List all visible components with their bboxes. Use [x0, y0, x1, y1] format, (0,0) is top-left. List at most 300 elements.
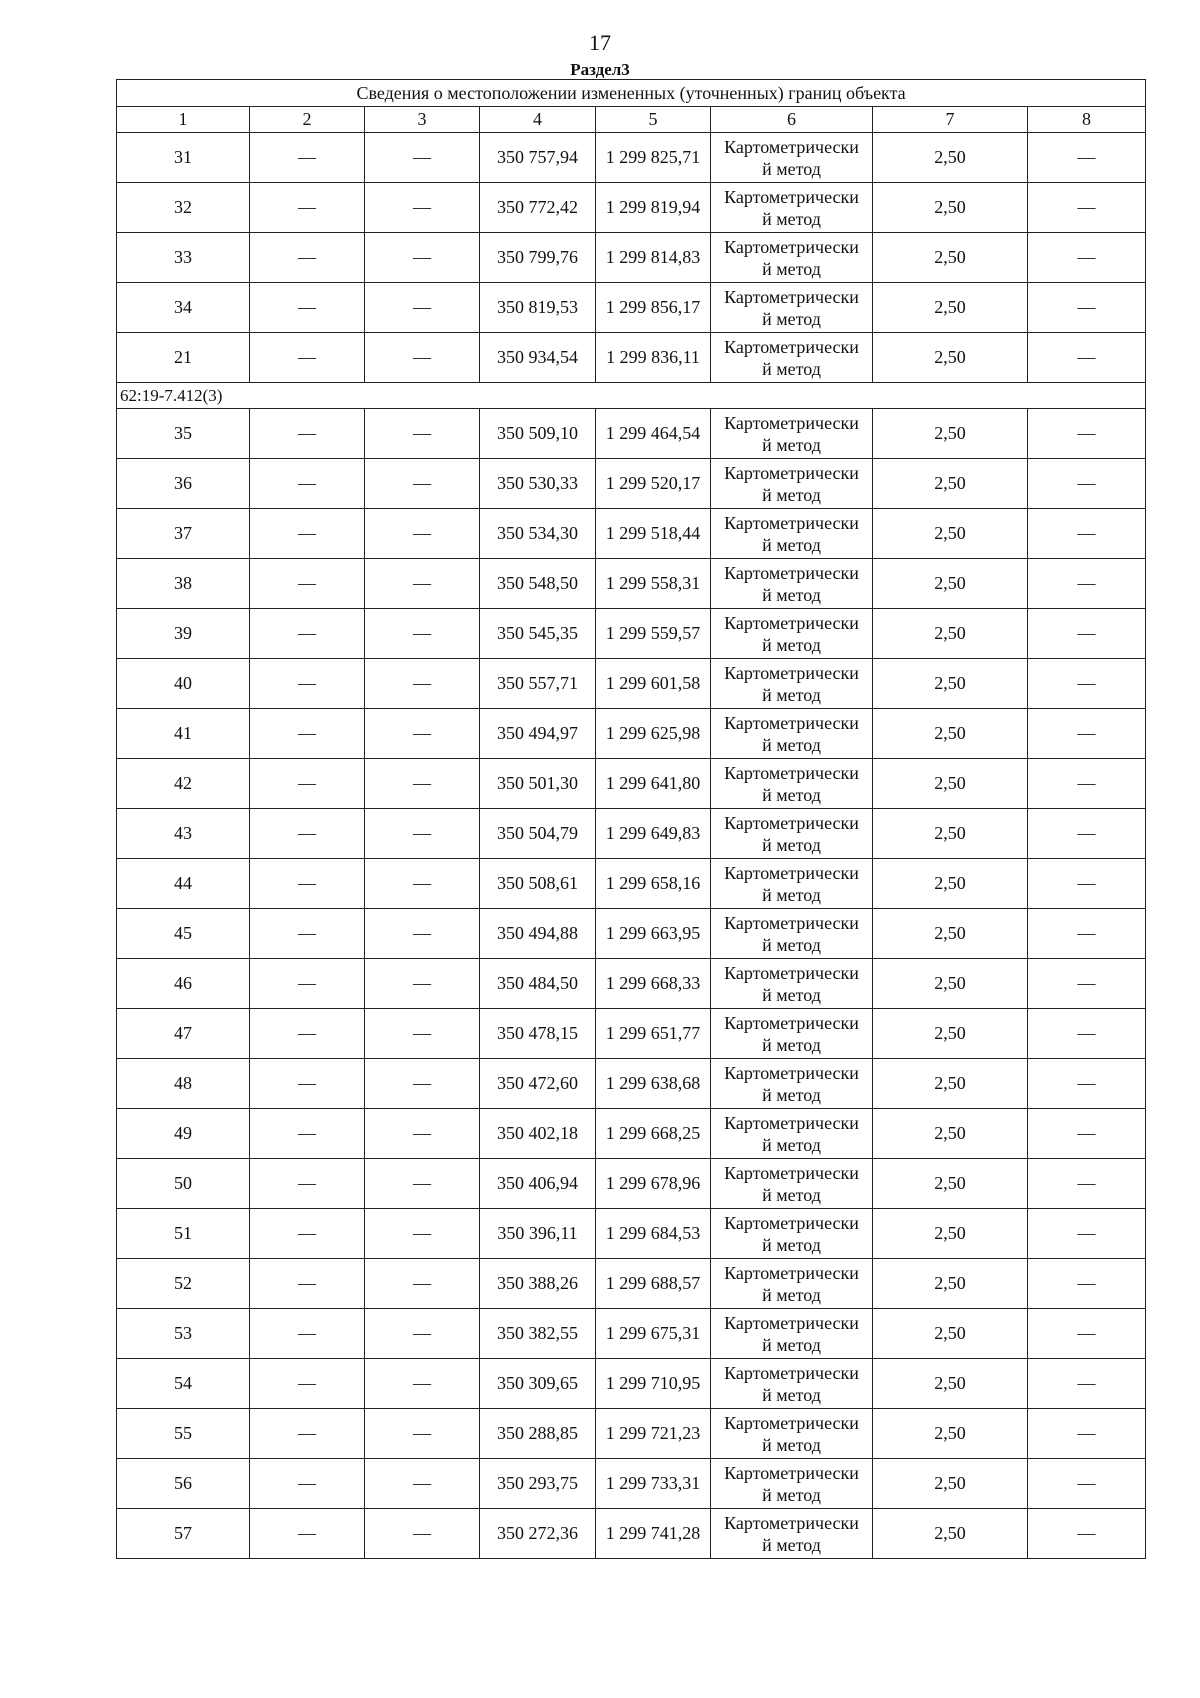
old-x-cell: —: [250, 409, 365, 459]
y-coordinate-cell: 1 299 710,95: [596, 1359, 711, 1409]
method-line: й метод: [762, 358, 821, 379]
old-x-cell: —: [250, 183, 365, 233]
old-y-cell: —: [365, 283, 480, 333]
method-cell: [711, 1209, 873, 1259]
point-number-cell: 52: [117, 1259, 250, 1309]
method-line: й метод: [762, 534, 821, 555]
x-coordinate-cell: 350 530,33: [480, 459, 596, 509]
y-coordinate-cell: 1 299 668,33: [596, 959, 711, 1009]
accuracy-cell: 2,50: [873, 1309, 1028, 1359]
table-row: [117, 1409, 1146, 1459]
old-x-cell: —: [250, 1459, 365, 1509]
column-number: 5: [596, 107, 711, 133]
description-cell: —: [1028, 1109, 1146, 1159]
description-cell: —: [1028, 1309, 1146, 1359]
method-line: Картометрически: [724, 1512, 859, 1533]
x-coordinate-cell: 350 293,75: [480, 1459, 596, 1509]
method-line: Картометрически: [724, 662, 859, 683]
method-line: й метод: [762, 208, 821, 229]
section-title: Раздел3: [570, 60, 630, 79]
y-coordinate-cell: 1 299 836,11: [596, 333, 711, 383]
method-line: Картометрически: [724, 336, 859, 357]
old-x-cell: —: [250, 909, 365, 959]
method-line: й метод: [762, 734, 821, 755]
method-line: Картометрически: [724, 1262, 859, 1283]
accuracy-cell: 2,50: [873, 233, 1028, 283]
table-row: [117, 1009, 1146, 1059]
method-cell: [711, 1159, 873, 1209]
point-number-cell: 21: [117, 333, 250, 383]
accuracy-cell: 2,50: [873, 909, 1028, 959]
point-number-cell: 55: [117, 1409, 250, 1459]
method-line: Картометрически: [724, 412, 859, 433]
description-cell: —: [1028, 909, 1146, 959]
method-line: й метод: [762, 884, 821, 905]
old-x-cell: —: [250, 1109, 365, 1159]
method-cell: [711, 409, 873, 459]
method-line: Картометрически: [724, 912, 859, 933]
table-row: [117, 559, 1146, 609]
point-number-cell: 32: [117, 183, 250, 233]
accuracy-cell: 2,50: [873, 333, 1028, 383]
point-number-cell: 38: [117, 559, 250, 609]
method-line: Картометрически: [724, 1462, 859, 1483]
old-x-cell: —: [250, 133, 365, 183]
table-row: [117, 709, 1146, 759]
method-cell: [711, 1009, 873, 1059]
method-line: Картометрически: [724, 562, 859, 583]
point-number-cell: 57: [117, 1509, 250, 1559]
method-line: й метод: [762, 484, 821, 505]
table-row: [117, 333, 1146, 383]
method-line: Картометрически: [724, 286, 859, 307]
description-cell: —: [1028, 1009, 1146, 1059]
description-cell: —: [1028, 759, 1146, 809]
x-coordinate-cell: 350 772,42: [480, 183, 596, 233]
method-line: й метод: [762, 934, 821, 955]
accuracy-cell: 2,50: [873, 859, 1028, 909]
point-number-cell: 43: [117, 809, 250, 859]
table-row: [117, 609, 1146, 659]
old-y-cell: —: [365, 1209, 480, 1259]
description-cell: —: [1028, 409, 1146, 459]
description-cell: —: [1028, 709, 1146, 759]
old-x-cell: —: [250, 609, 365, 659]
old-y-cell: —: [365, 759, 480, 809]
accuracy-cell: 2,50: [873, 1359, 1028, 1409]
accuracy-cell: 2,50: [873, 1509, 1028, 1559]
point-number-cell: 31: [117, 133, 250, 183]
table-row: [117, 759, 1146, 809]
point-number-cell: 46: [117, 959, 250, 1009]
accuracy-cell: 2,50: [873, 1409, 1028, 1459]
old-y-cell: —: [365, 659, 480, 709]
x-coordinate-cell: 350 534,30: [480, 509, 596, 559]
method-line: й метод: [762, 158, 821, 179]
old-x-cell: —: [250, 859, 365, 909]
description-cell: —: [1028, 559, 1146, 609]
description-cell: —: [1028, 859, 1146, 909]
x-coordinate-cell: 350 819,53: [480, 283, 596, 333]
table-row: [117, 859, 1146, 909]
old-y-cell: —: [365, 909, 480, 959]
point-number-cell: 50: [117, 1159, 250, 1209]
accuracy-cell: 2,50: [873, 1109, 1028, 1159]
accuracy-cell: 2,50: [873, 709, 1028, 759]
point-number-cell: 39: [117, 609, 250, 659]
y-coordinate-cell: 1 299 641,80: [596, 759, 711, 809]
table-row: [117, 1109, 1146, 1159]
method-line: й метод: [762, 1334, 821, 1355]
x-coordinate-cell: 350 799,76: [480, 233, 596, 283]
old-x-cell: —: [250, 759, 365, 809]
description-cell: —: [1028, 1159, 1146, 1209]
column-number-row: [117, 107, 1146, 133]
description-cell: —: [1028, 659, 1146, 709]
column-number: 7: [873, 107, 1028, 133]
y-coordinate-cell: 1 299 721,23: [596, 1409, 711, 1459]
old-y-cell: —: [365, 183, 480, 233]
old-y-cell: —: [365, 1009, 480, 1059]
point-number-cell: 49: [117, 1109, 250, 1159]
method-cell: [711, 1059, 873, 1109]
method-line: й метод: [762, 1384, 821, 1405]
y-coordinate-cell: 1 299 658,16: [596, 859, 711, 909]
description-cell: —: [1028, 809, 1146, 859]
method-cell: [711, 709, 873, 759]
old-x-cell: —: [250, 1409, 365, 1459]
point-number-cell: 34: [117, 283, 250, 333]
old-y-cell: —: [365, 1259, 480, 1309]
method-line: Картометрически: [724, 612, 859, 633]
accuracy-cell: 2,50: [873, 809, 1028, 859]
table-body: [117, 133, 1146, 1559]
table-row: [117, 133, 1146, 183]
page-number: 17: [589, 30, 611, 55]
x-coordinate-cell: 350 382,55: [480, 1309, 596, 1359]
method-line: й метод: [762, 1284, 821, 1305]
accuracy-cell: 2,50: [873, 1159, 1028, 1209]
accuracy-cell: 2,50: [873, 1259, 1028, 1309]
x-coordinate-cell: 350 545,35: [480, 609, 596, 659]
method-line: Картометрически: [724, 186, 859, 207]
table-row: [117, 1259, 1146, 1309]
y-coordinate-cell: 1 299 651,77: [596, 1009, 711, 1059]
table-row: [117, 809, 1146, 859]
old-x-cell: —: [250, 333, 365, 383]
y-coordinate-cell: 1 299 741,28: [596, 1509, 711, 1559]
method-cell: [711, 183, 873, 233]
y-coordinate-cell: 1 299 464,54: [596, 409, 711, 459]
table-row: [117, 283, 1146, 333]
old-y-cell: —: [365, 1309, 480, 1359]
method-line: й метод: [762, 1084, 821, 1105]
table-row: [117, 1309, 1146, 1359]
x-coordinate-cell: 350 288,85: [480, 1409, 596, 1459]
x-coordinate-cell: 350 557,71: [480, 659, 596, 709]
method-cell: [711, 1259, 873, 1309]
method-cell: [711, 609, 873, 659]
old-y-cell: —: [365, 859, 480, 909]
point-number-cell: 40: [117, 659, 250, 709]
method-cell: [711, 459, 873, 509]
description-cell: —: [1028, 233, 1146, 283]
x-coordinate-cell: 350 494,97: [480, 709, 596, 759]
method-line: й метод: [762, 684, 821, 705]
column-number: 6: [711, 107, 873, 133]
table-caption: Сведения о местоположении измененных (уточненных) границ объекта: [117, 80, 1146, 107]
method-cell: [711, 233, 873, 283]
method-cell: [711, 133, 873, 183]
method-line: Картометрически: [724, 1162, 859, 1183]
description-cell: —: [1028, 283, 1146, 333]
method-cell: [711, 859, 873, 909]
method-cell: [711, 1409, 873, 1459]
x-coordinate-cell: 350 934,54: [480, 333, 596, 383]
point-number-cell: 51: [117, 1209, 250, 1259]
old-y-cell: —: [365, 133, 480, 183]
table-row: [117, 659, 1146, 709]
x-coordinate-cell: 350 548,50: [480, 559, 596, 609]
description-cell: —: [1028, 1459, 1146, 1509]
method-cell: [711, 909, 873, 959]
old-x-cell: —: [250, 1509, 365, 1559]
method-line: Картометрически: [724, 512, 859, 533]
point-number-cell: 44: [117, 859, 250, 909]
old-x-cell: —: [250, 1059, 365, 1109]
method-line: Картометрически: [724, 1312, 859, 1333]
x-coordinate-cell: 350 396,11: [480, 1209, 596, 1259]
method-line: Картометрически: [724, 712, 859, 733]
method-cell: [711, 659, 873, 709]
table-row: [117, 1459, 1146, 1509]
old-y-cell: —: [365, 1509, 480, 1559]
y-coordinate-cell: 1 299 819,94: [596, 183, 711, 233]
accuracy-cell: 2,50: [873, 1209, 1028, 1259]
point-number-cell: 47: [117, 1009, 250, 1059]
table-row: [117, 409, 1146, 459]
method-line: й метод: [762, 1434, 821, 1455]
x-coordinate-cell: 350 472,60: [480, 1059, 596, 1109]
accuracy-cell: 2,50: [873, 609, 1028, 659]
accuracy-cell: 2,50: [873, 959, 1028, 1009]
old-x-cell: —: [250, 459, 365, 509]
x-coordinate-cell: 350 504,79: [480, 809, 596, 859]
x-coordinate-cell: 350 406,94: [480, 1159, 596, 1209]
accuracy-cell: 2,50: [873, 183, 1028, 233]
old-x-cell: —: [250, 709, 365, 759]
table-row: [117, 509, 1146, 559]
y-coordinate-cell: 1 299 733,31: [596, 1459, 711, 1509]
old-x-cell: —: [250, 559, 365, 609]
method-cell: [711, 1309, 873, 1359]
method-line: Картометрически: [724, 1412, 859, 1433]
description-cell: —: [1028, 1359, 1146, 1409]
description-cell: —: [1028, 1509, 1146, 1559]
y-coordinate-cell: 1 299 678,96: [596, 1159, 711, 1209]
method-line: Картометрически: [724, 1212, 859, 1233]
method-line: й метод: [762, 1534, 821, 1555]
method-cell: [711, 1509, 873, 1559]
old-x-cell: —: [250, 1009, 365, 1059]
old-y-cell: —: [365, 459, 480, 509]
description-cell: —: [1028, 1409, 1146, 1459]
method-line: Картометрически: [724, 862, 859, 883]
accuracy-cell: 2,50: [873, 409, 1028, 459]
x-coordinate-cell: 350 272,36: [480, 1509, 596, 1559]
old-y-cell: —: [365, 559, 480, 609]
method-line: Картометрически: [724, 236, 859, 257]
method-line: й метод: [762, 308, 821, 329]
old-y-cell: —: [365, 509, 480, 559]
column-number: 8: [1028, 107, 1146, 133]
method-line: й метод: [762, 1134, 821, 1155]
method-line: й метод: [762, 1234, 821, 1255]
method-line: й метод: [762, 834, 821, 855]
method-line: Картометрически: [724, 1362, 859, 1383]
y-coordinate-cell: 1 299 688,57: [596, 1259, 711, 1309]
y-coordinate-cell: 1 299 675,31: [596, 1309, 711, 1359]
point-number-cell: 56: [117, 1459, 250, 1509]
accuracy-cell: 2,50: [873, 283, 1028, 333]
parcel-number: 62:19-7.412(3): [117, 383, 1146, 409]
column-number: 2: [250, 107, 365, 133]
point-number-cell: 35: [117, 409, 250, 459]
method-line: й метод: [762, 634, 821, 655]
old-x-cell: —: [250, 283, 365, 333]
description-cell: —: [1028, 459, 1146, 509]
column-number: 1: [117, 107, 250, 133]
accuracy-cell: 2,50: [873, 509, 1028, 559]
parcel-group-row: [117, 383, 1146, 409]
method-line: й метод: [762, 1034, 821, 1055]
old-y-cell: —: [365, 233, 480, 283]
point-number-cell: 33: [117, 233, 250, 283]
point-number-cell: 36: [117, 459, 250, 509]
x-coordinate-cell: 350 757,94: [480, 133, 596, 183]
x-coordinate-cell: 350 388,26: [480, 1259, 596, 1309]
description-cell: —: [1028, 183, 1146, 233]
boundary-coordinates-table: [116, 79, 1146, 1559]
table-row: [117, 183, 1146, 233]
method-line: Картометрически: [724, 136, 859, 157]
column-number: 4: [480, 107, 596, 133]
old-x-cell: —: [250, 1159, 365, 1209]
old-x-cell: —: [250, 1359, 365, 1409]
old-x-cell: —: [250, 1209, 365, 1259]
method-line: й метод: [762, 584, 821, 605]
y-coordinate-cell: 1 299 663,95: [596, 909, 711, 959]
method-line: й метод: [762, 434, 821, 455]
y-coordinate-cell: 1 299 558,31: [596, 559, 711, 609]
point-number-cell: 53: [117, 1309, 250, 1359]
accuracy-cell: 2,50: [873, 1009, 1028, 1059]
y-coordinate-cell: 1 299 668,25: [596, 1109, 711, 1159]
y-coordinate-cell: 1 299 520,17: [596, 459, 711, 509]
x-coordinate-cell: 350 402,18: [480, 1109, 596, 1159]
old-y-cell: —: [365, 1059, 480, 1109]
method-cell: [711, 509, 873, 559]
y-coordinate-cell: 1 299 518,44: [596, 509, 711, 559]
description-cell: —: [1028, 609, 1146, 659]
old-y-cell: —: [365, 333, 480, 383]
method-line: Картометрически: [724, 762, 859, 783]
description-cell: —: [1028, 1059, 1146, 1109]
x-coordinate-cell: 350 478,15: [480, 1009, 596, 1059]
point-number-cell: 54: [117, 1359, 250, 1409]
method-line: Картометрически: [724, 1112, 859, 1133]
old-x-cell: —: [250, 809, 365, 859]
y-coordinate-cell: 1 299 856,17: [596, 283, 711, 333]
x-coordinate-cell: 350 484,50: [480, 959, 596, 1009]
description-cell: —: [1028, 1259, 1146, 1309]
table-row: [117, 959, 1146, 1009]
table-row: [117, 1509, 1146, 1559]
accuracy-cell: 2,50: [873, 1059, 1028, 1109]
method-cell: [711, 283, 873, 333]
old-y-cell: —: [365, 1459, 480, 1509]
description-cell: —: [1028, 1209, 1146, 1259]
x-coordinate-cell: 350 509,10: [480, 409, 596, 459]
old-x-cell: —: [250, 233, 365, 283]
table-row: [117, 1059, 1146, 1109]
old-x-cell: —: [250, 1309, 365, 1359]
old-y-cell: —: [365, 409, 480, 459]
old-y-cell: —: [365, 709, 480, 759]
accuracy-cell: 2,50: [873, 559, 1028, 609]
method-cell: [711, 333, 873, 383]
accuracy-cell: 2,50: [873, 759, 1028, 809]
method-cell: [711, 759, 873, 809]
method-cell: [711, 559, 873, 609]
y-coordinate-cell: 1 299 559,57: [596, 609, 711, 659]
method-line: й метод: [762, 984, 821, 1005]
x-coordinate-cell: 350 309,65: [480, 1359, 596, 1409]
table-row: [117, 909, 1146, 959]
table-row: [117, 1209, 1146, 1259]
table-row: [117, 1159, 1146, 1209]
old-y-cell: —: [365, 1159, 480, 1209]
description-cell: —: [1028, 333, 1146, 383]
method-cell: [711, 959, 873, 1009]
y-coordinate-cell: 1 299 684,53: [596, 1209, 711, 1259]
table-row: [117, 233, 1146, 283]
method-line: й метод: [762, 1184, 821, 1205]
y-coordinate-cell: 1 299 649,83: [596, 809, 711, 859]
accuracy-cell: 2,50: [873, 659, 1028, 709]
method-line: Картометрически: [724, 962, 859, 983]
accuracy-cell: 2,50: [873, 133, 1028, 183]
description-cell: —: [1028, 509, 1146, 559]
method-line: Картометрически: [724, 1012, 859, 1033]
old-y-cell: —: [365, 809, 480, 859]
method-line: й метод: [762, 258, 821, 279]
old-x-cell: —: [250, 509, 365, 559]
method-line: Картометрически: [724, 1062, 859, 1083]
method-line: Картометрически: [724, 812, 859, 833]
point-number-cell: 42: [117, 759, 250, 809]
old-y-cell: —: [365, 609, 480, 659]
description-cell: —: [1028, 133, 1146, 183]
method-cell: [711, 809, 873, 859]
old-y-cell: —: [365, 1359, 480, 1409]
x-coordinate-cell: 350 508,61: [480, 859, 596, 909]
method-cell: [711, 1109, 873, 1159]
old-y-cell: —: [365, 959, 480, 1009]
y-coordinate-cell: 1 299 601,58: [596, 659, 711, 709]
point-number-cell: 48: [117, 1059, 250, 1109]
accuracy-cell: 2,50: [873, 1459, 1028, 1509]
